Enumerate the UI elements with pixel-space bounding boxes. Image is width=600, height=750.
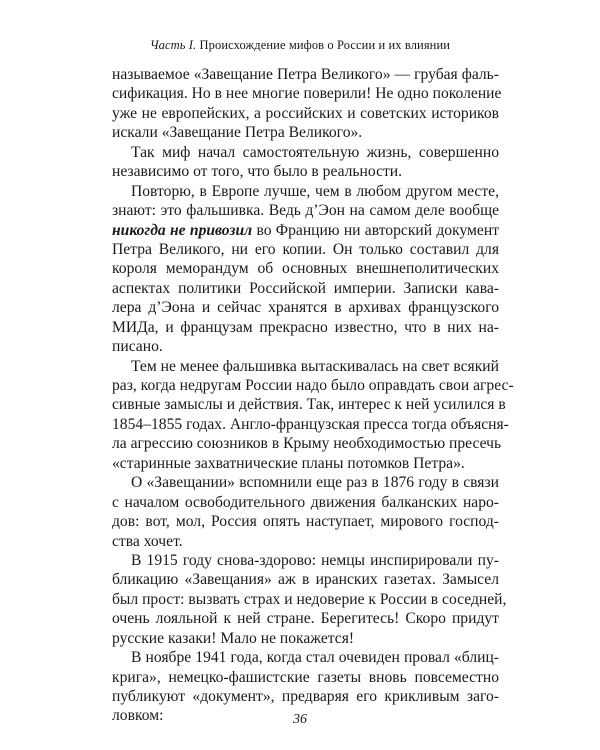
page-number: 36 bbox=[293, 712, 307, 727]
text-line: дов: вот, мол, Россия опять наступает, мирового господ- bbox=[112, 513, 499, 531]
text-line: ла агрессию союзников в Крыму необходимостью пресечь bbox=[112, 435, 502, 453]
text-line: ловком: bbox=[112, 707, 164, 725]
text-line: лера д’Эона и сейчас хранятся в архивах французского bbox=[112, 299, 499, 317]
text-line: «старинные захватнические планы потомков Петра». bbox=[112, 454, 465, 472]
text-line: бликацию «Завещания» аж в иранских газетах. Замысел bbox=[112, 571, 499, 589]
part-label: Часть I. bbox=[149, 38, 197, 52]
text-line: сификация. Но в нее многие поверили! Не одно поколение bbox=[112, 85, 502, 103]
text-line: Тем не менее фальшивка вытаскивалась на свет всякий bbox=[131, 357, 499, 375]
text-line: Повторю, в Европе лучше, чем в любом другом месте, bbox=[131, 182, 499, 200]
text-line: был прост: вызвать страх и недоверие к России в соседней, bbox=[112, 590, 507, 608]
text-line: очень лояльной к ней стране. Берегитесь! Скоро придут bbox=[112, 610, 499, 628]
text-line: писано. bbox=[112, 338, 163, 356]
running-head bbox=[0, 38, 600, 53]
text-line: знают: это фальшивка. Ведь д’Эон на самом деле вообще bbox=[112, 202, 499, 220]
text-line: аспектах политики Российской империи. Записки кава- bbox=[112, 279, 499, 297]
body-text bbox=[112, 65, 514, 726]
text-line bbox=[112, 221, 499, 240]
text-line: независимо от того, что было в реальности. bbox=[112, 163, 403, 181]
text-line: крига», немецко-фашистские газеты вновь повсеместно bbox=[112, 668, 499, 686]
text-line: сивные замыслы и действия. Так, интерес к ней усилился в bbox=[112, 396, 506, 414]
emphasized-text: никогда не привозил bbox=[112, 221, 253, 239]
text-line: короля меморандум об основных внешнеполитических bbox=[112, 260, 499, 278]
text-line: Петра Великого, ни его копии. Он только составил для bbox=[112, 240, 499, 258]
text-line: называемое «Завещание Петра Великого» — грубая фаль- bbox=[112, 66, 499, 83]
chapter-title: Происхождение мифов о России и их влиянии bbox=[199, 38, 451, 52]
text-line: В 1915 году снова-здорово: немцы инспирировали пу- bbox=[131, 551, 499, 569]
text-line: с началом освободительного движения балканских наро- bbox=[112, 493, 499, 511]
text-segment: во Францию ни авторский документ bbox=[252, 221, 500, 239]
text-line: О «Завещании» вспомнили еще раз в 1876 году в связи bbox=[131, 474, 499, 492]
text-line: раз, когда недругам России надо было оправдать свои агрес- bbox=[112, 377, 514, 394]
text-line: ства хочет. bbox=[112, 532, 183, 550]
text-line: искали «Завещание Петра Великого». bbox=[112, 124, 363, 142]
text-line: В ноябре 1941 года, когда стал очевиден провал «блиц- bbox=[131, 649, 499, 667]
text-line: публикуют «документ», предваряя его крикливым заго- bbox=[112, 688, 499, 705]
text-line: русские казаки! Мало не покажется! bbox=[112, 629, 355, 647]
text-line: уже не европейских, а российских и советских историков bbox=[112, 104, 499, 122]
text-line: 1854–1855 годах. Англо-французская пресса тогда объясня- bbox=[112, 415, 509, 433]
text-line: МИДа, и французам прекрасно известно, что в них на- bbox=[112, 318, 499, 336]
text-line: Так миф начал самостоятельную жизнь, совершенно bbox=[131, 143, 499, 161]
